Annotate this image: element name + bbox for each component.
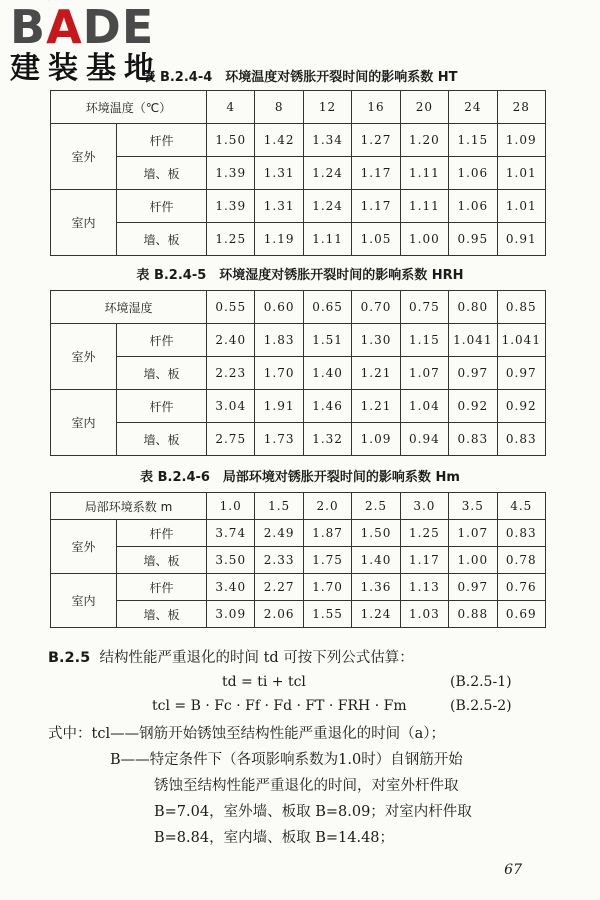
cell: 1.87 bbox=[303, 520, 351, 547]
table-row bbox=[51, 223, 546, 256]
cell: 1.24 bbox=[303, 157, 351, 190]
group-label: 室内 bbox=[51, 574, 117, 628]
definition-tcl: 式中：tcl——钢筋开始锈蚀至结构性能严重退化的时间（a）； bbox=[48, 726, 445, 742]
table-row bbox=[51, 324, 546, 357]
row-label: 墙、板 bbox=[117, 223, 207, 256]
table-humidity bbox=[50, 290, 546, 456]
col-header: 28 bbox=[497, 91, 545, 124]
cell: 1.25 bbox=[207, 223, 255, 256]
table-row bbox=[51, 601, 546, 628]
cell: 1.30 bbox=[352, 324, 400, 357]
cell: 1.11 bbox=[400, 190, 448, 223]
cell: 1.75 bbox=[303, 547, 351, 574]
cell: 1.17 bbox=[352, 190, 400, 223]
cell: 1.07 bbox=[400, 357, 448, 390]
logo-subtitle: 建装基地 bbox=[10, 51, 162, 86]
cell: 1.36 bbox=[352, 574, 400, 601]
cell: 1.09 bbox=[352, 423, 400, 456]
cell: 0.92 bbox=[497, 390, 545, 423]
cell: 0.97 bbox=[449, 357, 497, 390]
group-label: 室外 bbox=[51, 124, 117, 190]
col-header: 1.5 bbox=[255, 493, 303, 520]
cell: 1.11 bbox=[400, 157, 448, 190]
page-number: 67 bbox=[504, 862, 522, 878]
cell: 1.32 bbox=[303, 423, 351, 456]
group-label: 室内 bbox=[51, 390, 117, 456]
col-header: 1.0 bbox=[207, 493, 255, 520]
cell: 1.34 bbox=[303, 124, 351, 157]
cell: 1.27 bbox=[352, 124, 400, 157]
cell: 1.83 bbox=[255, 324, 303, 357]
col-header: 24 bbox=[449, 91, 497, 124]
row-label: 墙、板 bbox=[117, 357, 207, 390]
cell: 0.88 bbox=[449, 601, 497, 628]
cell: 0.95 bbox=[449, 223, 497, 256]
table-row bbox=[51, 124, 546, 157]
cell: 1.11 bbox=[303, 223, 351, 256]
cell: 1.13 bbox=[400, 574, 448, 601]
cell: 3.74 bbox=[207, 520, 255, 547]
table-header-row bbox=[51, 291, 546, 324]
header-label: 局部环境系数 m bbox=[51, 493, 207, 520]
cell: 1.31 bbox=[255, 190, 303, 223]
col-header: 16 bbox=[352, 91, 400, 124]
cell: 1.21 bbox=[352, 390, 400, 423]
col-header: 12 bbox=[303, 91, 351, 124]
row-label: 墙、板 bbox=[117, 547, 207, 574]
header-label: 环境温度（℃） bbox=[51, 91, 207, 124]
logo-letters-rest: DE bbox=[82, 0, 155, 54]
cell: 1.70 bbox=[303, 574, 351, 601]
table-local-env bbox=[50, 492, 546, 628]
row-label: 墙、板 bbox=[117, 423, 207, 456]
cell: 3.40 bbox=[207, 574, 255, 601]
cell: 1.17 bbox=[400, 547, 448, 574]
table-row bbox=[51, 357, 546, 390]
formula-2-expression: tcl = B · Fc · Ff · Fd · FT · FRH · Fm bbox=[152, 698, 407, 714]
cell: 1.39 bbox=[207, 157, 255, 190]
col-header: 0.75 bbox=[400, 291, 448, 324]
cell: 2.40 bbox=[207, 324, 255, 357]
table-header-row bbox=[51, 493, 546, 520]
cell: 2.33 bbox=[255, 547, 303, 574]
cell: 1.50 bbox=[207, 124, 255, 157]
definition-b-line4: B=8.84，室内墙、板取 B=14.48； bbox=[154, 830, 395, 846]
cell: 1.24 bbox=[352, 601, 400, 628]
col-header: 0.70 bbox=[352, 291, 400, 324]
row-label: 杆件 bbox=[117, 124, 207, 157]
cell: 1.55 bbox=[303, 601, 351, 628]
section-text: 结构性能严重退化的时间 td 可按下列公式估算： bbox=[99, 650, 414, 666]
cell: 1.50 bbox=[352, 520, 400, 547]
definition-b-line1: B——特定条件下（各项影响系数为1.0时）自钢筋开始 bbox=[110, 752, 463, 768]
cell: 0.83 bbox=[497, 520, 545, 547]
cell: 0.78 bbox=[497, 547, 545, 574]
group-label: 室外 bbox=[51, 324, 117, 390]
table-row bbox=[51, 547, 546, 574]
col-header: 3.5 bbox=[449, 493, 497, 520]
col-header: 8 bbox=[255, 91, 303, 124]
cell: 0.92 bbox=[449, 390, 497, 423]
cell: 1.09 bbox=[497, 124, 545, 157]
logo bbox=[10, 0, 162, 86]
cell: 1.00 bbox=[449, 547, 497, 574]
cell: 0.83 bbox=[449, 423, 497, 456]
row-label: 杆件 bbox=[117, 190, 207, 223]
cell: 0.97 bbox=[449, 574, 497, 601]
cell: 1.70 bbox=[255, 357, 303, 390]
row-label: 墙、板 bbox=[117, 157, 207, 190]
row-label: 杆件 bbox=[117, 520, 207, 547]
cell: 1.03 bbox=[400, 601, 448, 628]
table-row bbox=[51, 190, 546, 223]
cell: 1.041 bbox=[497, 324, 545, 357]
cell: 1.05 bbox=[352, 223, 400, 256]
cell: 1.15 bbox=[400, 324, 448, 357]
cell: 1.06 bbox=[449, 190, 497, 223]
cell: 0.94 bbox=[400, 423, 448, 456]
col-header: 2.0 bbox=[303, 493, 351, 520]
logo-letter-a: A bbox=[46, 0, 83, 54]
col-header: 3.0 bbox=[400, 493, 448, 520]
cell: 1.17 bbox=[352, 157, 400, 190]
logo-brand bbox=[10, 0, 162, 54]
cell: 0.83 bbox=[497, 423, 545, 456]
table-row bbox=[51, 390, 546, 423]
col-header: 0.55 bbox=[207, 291, 255, 324]
cell: 1.01 bbox=[497, 157, 545, 190]
table2-caption: 表 B.2.4-5 环境湿度对锈胀开裂时间的影响系数 HRH bbox=[136, 268, 464, 283]
section-heading bbox=[48, 646, 558, 670]
cell: 1.51 bbox=[303, 324, 351, 357]
cell: 1.041 bbox=[449, 324, 497, 357]
cell: 2.75 bbox=[207, 423, 255, 456]
cell: 1.42 bbox=[255, 124, 303, 157]
cell: 2.06 bbox=[255, 601, 303, 628]
col-header: 4 bbox=[207, 91, 255, 124]
group-label: 室内 bbox=[51, 190, 117, 256]
table-temperature bbox=[50, 90, 546, 256]
definition-b-line2: 锈蚀至结构性能严重退化的时间，对室外杆件取 bbox=[154, 778, 459, 794]
cell: 1.91 bbox=[255, 390, 303, 423]
col-header: 0.60 bbox=[255, 291, 303, 324]
col-header: 2.5 bbox=[352, 493, 400, 520]
cell: 0.76 bbox=[497, 574, 545, 601]
cell: 1.01 bbox=[497, 190, 545, 223]
cell: 1.04 bbox=[400, 390, 448, 423]
cell: 3.04 bbox=[207, 390, 255, 423]
cell: 1.19 bbox=[255, 223, 303, 256]
cell: 1.00 bbox=[400, 223, 448, 256]
cell: 1.15 bbox=[449, 124, 497, 157]
cell: 0.69 bbox=[497, 601, 545, 628]
col-header: 20 bbox=[400, 91, 448, 124]
cell: 3.50 bbox=[207, 547, 255, 574]
row-label: 墙、板 bbox=[117, 601, 207, 628]
cell: 0.91 bbox=[497, 223, 545, 256]
col-header: 0.85 bbox=[497, 291, 545, 324]
formula-1-number: (B.2.5-1) bbox=[450, 674, 512, 690]
col-header: 4.5 bbox=[497, 493, 545, 520]
cell: 1.31 bbox=[255, 157, 303, 190]
table-row bbox=[51, 520, 546, 547]
cell: 2.27 bbox=[255, 574, 303, 601]
group-label: 室外 bbox=[51, 520, 117, 574]
cell: 1.40 bbox=[352, 547, 400, 574]
table1-caption: 表 B.2.4-4 环境温度对锈胀开裂时间的影响系数 HT bbox=[142, 70, 458, 85]
table-row bbox=[51, 574, 546, 601]
cell: 1.73 bbox=[255, 423, 303, 456]
cell: 1.24 bbox=[303, 190, 351, 223]
col-header: 0.65 bbox=[303, 291, 351, 324]
table-row bbox=[51, 423, 546, 456]
cell: 1.25 bbox=[400, 520, 448, 547]
table-header-row bbox=[51, 91, 546, 124]
formula-1-expression: td = ti + tcl bbox=[222, 674, 306, 690]
row-label: 杆件 bbox=[117, 574, 207, 601]
col-header: 0.80 bbox=[449, 291, 497, 324]
cell: 1.46 bbox=[303, 390, 351, 423]
header-label: 环境湿度 bbox=[51, 291, 207, 324]
logo-letter-b: B bbox=[10, 0, 47, 54]
row-label: 杆件 bbox=[117, 390, 207, 423]
cell: 2.49 bbox=[255, 520, 303, 547]
cell: 3.09 bbox=[207, 601, 255, 628]
formula-2-number: (B.2.5-2) bbox=[450, 698, 512, 714]
row-label: 杆件 bbox=[117, 324, 207, 357]
cell: 1.20 bbox=[400, 124, 448, 157]
cell: 1.21 bbox=[352, 357, 400, 390]
cell: 2.23 bbox=[207, 357, 255, 390]
cell: 1.39 bbox=[207, 190, 255, 223]
table3-caption: 表 B.2.4-6 局部环境对锈胀开裂时间的影响系数 Hm bbox=[140, 470, 460, 485]
cell: 0.97 bbox=[497, 357, 545, 390]
table-row bbox=[51, 157, 546, 190]
cell: 1.06 bbox=[449, 157, 497, 190]
cell: 1.40 bbox=[303, 357, 351, 390]
cell: 1.07 bbox=[449, 520, 497, 547]
section-number: B.2.5 bbox=[48, 650, 91, 666]
definition-b-line3: B=7.04，室外墙、板取 B=8.09；对室内杆件取 bbox=[154, 804, 472, 820]
